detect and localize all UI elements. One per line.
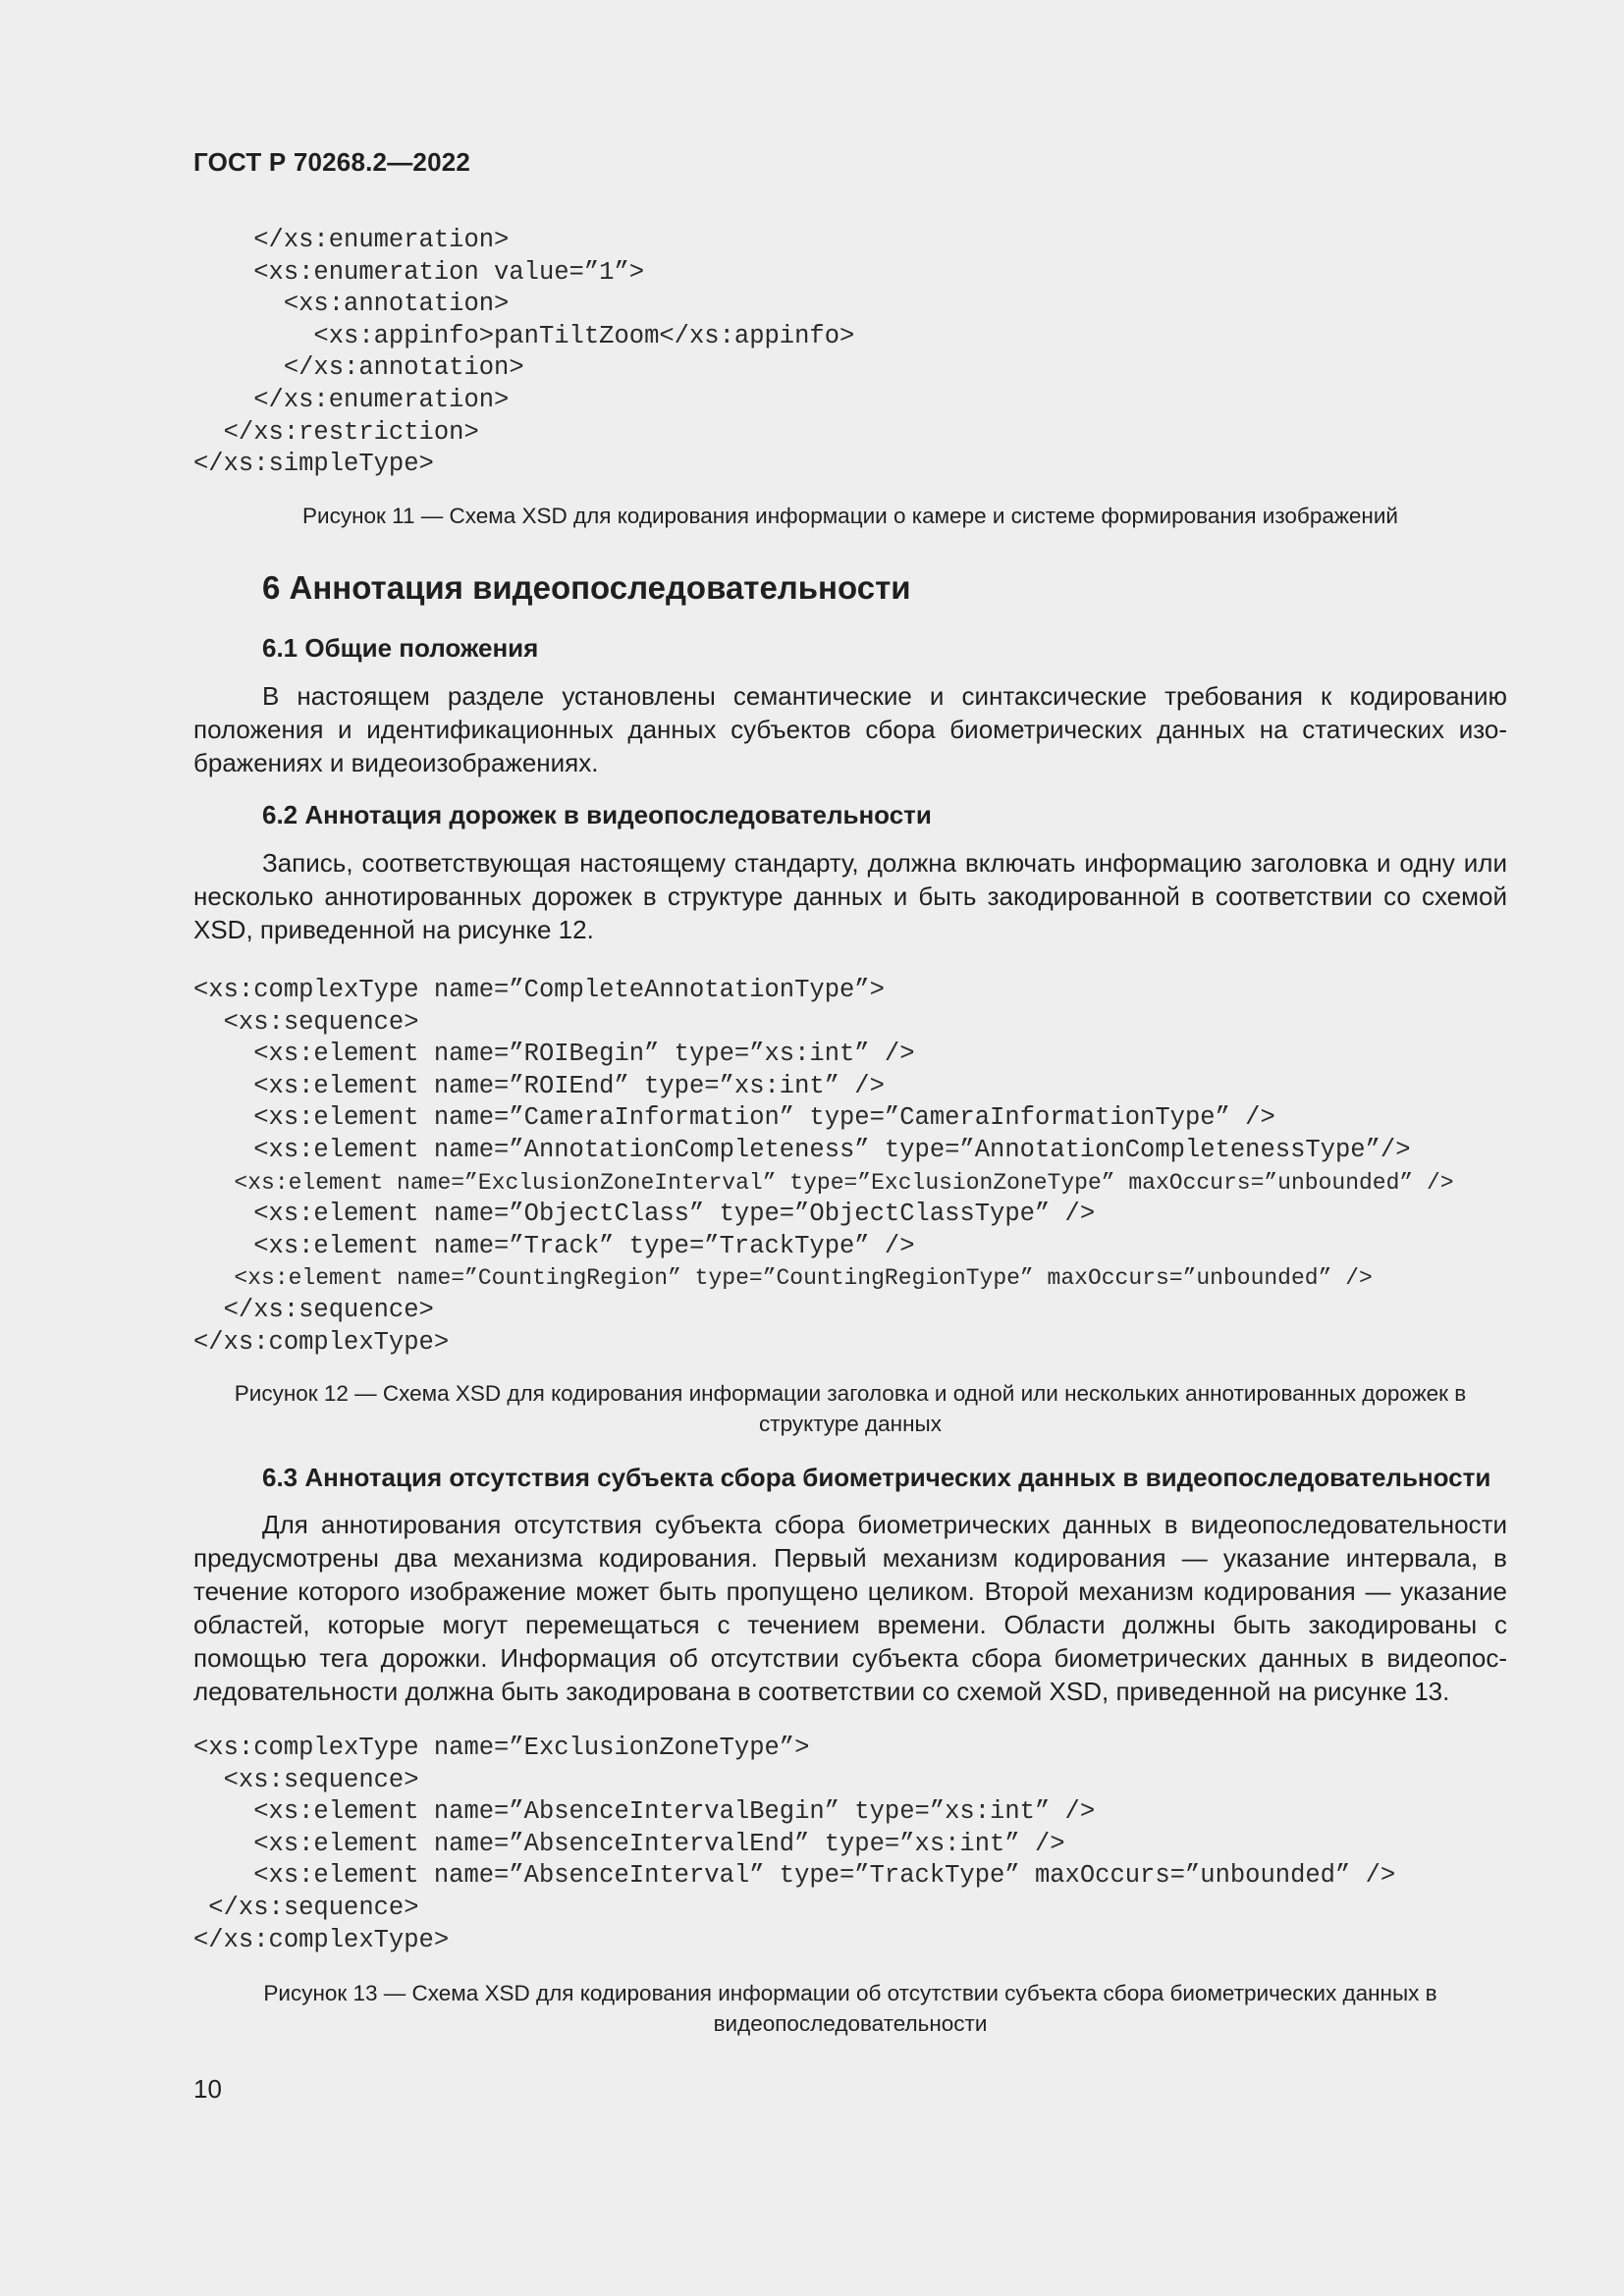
code-line: </xs:annotation>	[193, 353, 524, 383]
code-line: <xs:element name=”ObjectClass” type=”ObjectClassType” />	[193, 1200, 1096, 1229]
code-block-figure-13	[193, 1733, 1395, 1956]
page-number: 10	[193, 2074, 222, 2104]
code-line: </xs:restriction>	[193, 417, 479, 447]
code-line: </xs:simpleType>	[193, 450, 434, 479]
code-line: <xs:enumeration value=”1”>	[193, 257, 645, 287]
section-6-3-heading: 6.3 Аннотация отсутствия субъекта сбора биометрических данных в видеопоследовательности	[262, 1463, 1491, 1492]
code-line: <xs:annotation>	[193, 290, 510, 319]
section-6-2-paragraph: Запись, соответствующая настоящему стандарту, должна включать информацию заголовка и одну или несколько аннотированных дорожек в структуре данных и быть закодированной в соответствии со схемой XSD, приведенной на рисунке 12.	[193, 848, 1507, 944]
code-line: <xs:element name=”AbsenceIntervalBegin” type=”xs:int” />	[193, 1797, 1096, 1827]
code-line: </xs:sequence>	[193, 1295, 434, 1324]
code-block-figure-12	[193, 975, 1454, 1359]
code-line: <xs:sequence>	[193, 1007, 419, 1037]
section-6-1-heading: 6.1 Общие положения	[262, 633, 539, 663]
section-6-1-paragraph: В настоящем разделе установлены семантические и синтаксические требования к кодированию положения и идентификационных данных субъектов сбора биометрических данных на статических изображениях и видеоизображениях.	[193, 681, 1507, 777]
code-line: <xs:element name=”AbsenceIntervalEnd” type=”xs:int” />	[193, 1829, 1065, 1858]
code-line: </xs:complexType>	[193, 1327, 450, 1357]
code-line: <xs:element name=”CameraInformation” type=”CameraInformationType” />	[193, 1103, 1275, 1133]
code-line: </xs:sequence>	[193, 1893, 419, 1922]
section-6-2-heading: 6.2 Аннотация дорожек в видеопоследовательности	[262, 800, 932, 829]
code-line: <xs:element name=”ROIEnd” type=”xs:int” />	[193, 1071, 885, 1100]
section-6-heading: 6 Аннотация видеопоследовательности	[262, 569, 911, 606]
code-line: <xs:sequence>	[193, 1765, 419, 1794]
code-line: <xs:element name=”Track” type=”TrackType” />	[193, 1231, 915, 1260]
figure-11-caption: Рисунок 11 — Схема XSD для кодирования информации о камере и системе формирования изображений	[302, 504, 1398, 528]
figure-12-caption: Рисунок 12 — Схема XSD для кодирования информации заголовка и одной или нескольких аннотированных дорожек в структуре данных	[234, 1381, 1467, 1436]
section-6-3-paragraph: Для аннотирования отсутствия субъекта сбора биометрических данных в видеопоследовательности предусмотрены два механизма кодирования. Первый механизм кодирования — указание интервала, в течение которого изображение может быть пропущено целиком. Второй механизм кодирования — указание областей, которые могут перемещаться с течением времени. Области должны быть закодированы с помощью тега дорожки. Информация об отсутствии субъекта сбора биометрических данных в видеопоследовательности должна быть закодирована в соответствии со схемой XSD, приведенной на рисунке 13.	[193, 1510, 1507, 1706]
code-line: <xs:element name=”AnnotationCompleteness” type=”AnnotationCompletenessType”/>	[193, 1135, 1411, 1164]
code-line: </xs:complexType>	[193, 1925, 450, 1954]
code-line: <xs:complexType name=”ExclusionZoneType”>	[193, 1734, 810, 1762]
code-line: <xs:complexType name=”CompleteAnnotationType”>	[193, 976, 885, 1004]
code-line: </xs:enumeration>	[193, 385, 510, 414]
code-line: <xs:element name=”ROIBegin” type=”xs:int” />	[193, 1040, 915, 1069]
document-header: ГОСТ Р 70268.2—2022	[193, 147, 471, 177]
code-block-figure-11	[193, 225, 854, 481]
code-line: <xs:element name=”AbsenceInterval” type=”TrackType” maxOccurs=”unbounded” />	[193, 1861, 1396, 1891]
code-line: <xs:element name=”CountingRegion” type=”CountingRegionType” maxOccurs=”unbounded” />	[193, 1265, 1373, 1292]
code-line: </xs:enumeration>	[193, 226, 510, 254]
code-line: <xs:appinfo>panTiltZoom</xs:appinfo>	[193, 321, 855, 350]
figure-13-caption: Рисунок 13 — Схема XSD для кодирования информации об отсутствии субъекта сбора биометрических данных в видеопоследовательности	[263, 1981, 1437, 2036]
code-line: <xs:element name=”ExclusionZoneInterval” type=”ExclusionZoneType” maxOccurs=”unbounded” />	[193, 1169, 1454, 1196]
